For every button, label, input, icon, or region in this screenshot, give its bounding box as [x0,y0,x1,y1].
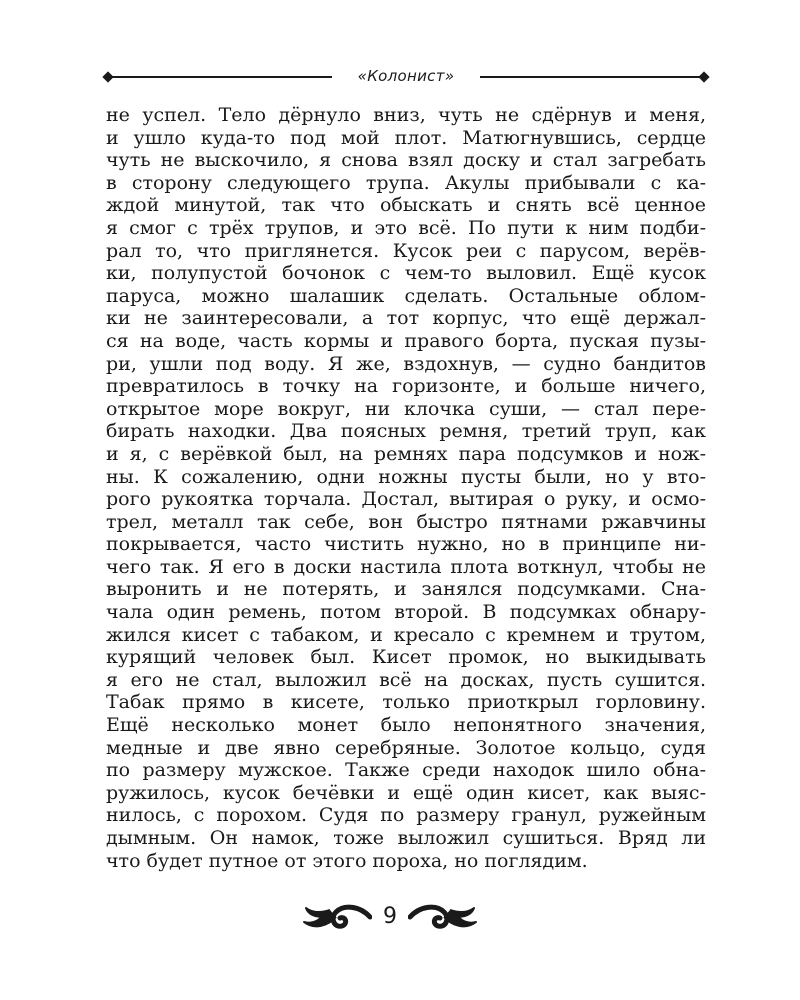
page-number: 9 [383,904,397,929]
text-line: рал то, что приглянется. Кусок реи с парусом, верёв- [106,239,706,262]
text-line: превратилось в точку на горизонте, и больше ничего, [106,375,706,398]
text-line: я смог с трёх трупов, и это всё. По пути к ним подби- [106,216,706,239]
text-line: в сторону следующего трупа. Акулы прибывали с ка- [106,171,706,194]
text-line: я его не стал, выложил всё на досках, пусть сушится. [106,668,706,691]
text-line: открытое море вокруг, ни клочка суши, — стал пере- [106,397,706,420]
text-line: рого рукоятка торчала. Достал, вытирая о руку, и осмо- [106,488,706,511]
text-line: чала один ремень, потом второй. В подсумках обнару- [106,601,706,624]
text-line: ся на воде, часть кормы и правого борта, пуская пузы- [106,329,706,352]
text-line: Табак прямо в кисете, только приоткрыл горловину. [106,691,706,714]
text-line: чуть не выскочило, я снова взял доску и стал загребать [106,149,706,172]
text-line: Ещё несколько монет было непонятного значения, [106,714,706,737]
text-line: ки не заинтересовали, а тот корпус, что ещё держал- [106,307,706,330]
text-line: дымным. Он намок, тоже выложил сушиться. Вряд ли [106,827,706,849]
text-line: и ушло куда-то под мой плот. Матюгнувшись, сердце [106,126,706,149]
text-line: ждой минутой, так что обыскать и снять всё ценное [106,194,706,217]
body-text [106,104,706,872]
header-rule-right [480,76,702,78]
text-line: и я, с верёвкой был, на ремнях пара подсумков и нож- [106,442,706,465]
text-line: по размеру мужское. Также среди находок шило обна- [106,759,706,782]
text-line: нилось, с порохом. Судя по размеру гранул, ружейным [106,804,706,827]
text-line: медные и две явно серебряные. Золотое кольцо, судя [106,736,706,759]
ornament-right-icon [408,900,480,934]
text-line: ружилось, кусок бечёвки и ещё один кисет, как выяс- [106,781,706,804]
running-header [104,64,708,88]
text-line: паруса, можно шалашик сделать. Остальные облом- [106,284,706,307]
ornament-left-icon [300,900,372,934]
book-title: «Колонист» [357,67,455,85]
text-line: курящий человек был. Кисет промок, но выкидывать [106,646,706,669]
text-line: ки, полупустой бочонок с чем-то выловил. Ещё кусок [106,262,706,285]
text-line: покрывается, часто чистить нужно, но в принципе ни- [106,533,706,556]
text-line: ри, ушли под воду. Я же, вздохнув, — судно бандитов [106,352,706,375]
text-line: жился кисет с табаком, и кресало с кремнем и трутом, [106,623,706,646]
header-rule-left [110,76,332,78]
page-footer [300,898,480,938]
text-line: чего так. Я его в доски настила плота воткнул, чтобы не [106,555,706,578]
text-line: бирать находки. Два поясных ремня, третий труп, как [106,420,706,443]
header-diamond-right [698,71,709,82]
text-line: что будет путное от этого пороха, но поглядим. [106,849,588,872]
text-line: выронить и не потерять, и занялся подсумками. Сна- [106,578,706,601]
text-line: трел, металл так себе, вон быстро пятнами ржавчины [106,510,706,533]
text-line: ны. К сожалению, одни ножны пусты были, но у вто- [106,465,706,488]
text-line: не успел. Тело дёрнуло вниз, чуть не сдёрнув и меня, [106,104,706,126]
